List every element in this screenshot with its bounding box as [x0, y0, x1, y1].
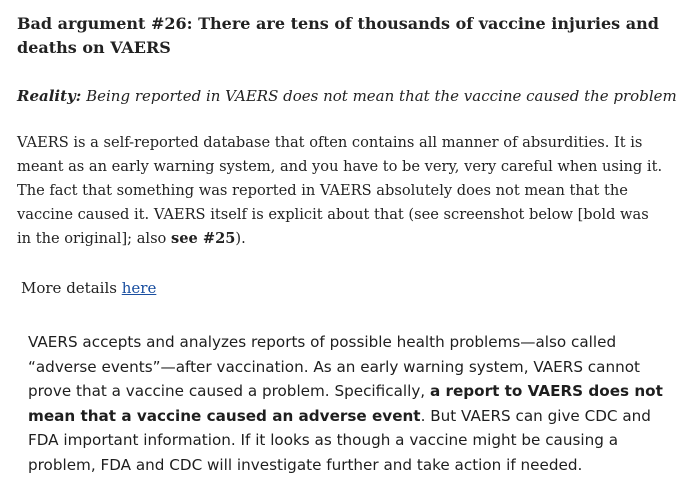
more-details-label: More details	[21, 279, 117, 297]
quote-bold-text: a report to VAERS does not mean that a vaccine caused an adverse event	[28, 382, 663, 425]
reality-statement	[17, 84, 677, 108]
body-paragraph-end: ).	[235, 230, 246, 247]
body-paragraph-text: VAERS is a self-reported database that often contains all manner of absurdities. It is meant as an early warning system, and you have to be very, very careful when using it. The fact that something was reported in VAERS absolutely does not mean that the vaccine caused it. VAERS itself is explicit about that (see screenshot below [bold was in the original]; also	[17, 134, 663, 247]
body-paragraph	[17, 131, 667, 251]
quote-text-start: VAERS accepts and analyzes reports of possible health problems—also called “adverse events”—after vaccination. As an early warning system, VAERS cannot prove that a vaccine caused a problem. Specifically,	[28, 333, 640, 400]
section-heading: Bad argument #26: There are tens of thousands of vaccine injuries and deaths on VAERS	[17, 14, 659, 57]
reality-label: Reality:	[17, 87, 82, 105]
see-25-reference: see #25	[170, 230, 236, 247]
quote-text-end: . But VAERS can give CDC and FDA important information. If it looks as though a vaccine might be causing a problem, FDA and CDC will investigate further and take action if needed.	[28, 406, 651, 474]
reality-text: Being reported in VAERS does not mean that the vaccine caused the problem	[86, 87, 677, 105]
more-details	[21, 276, 421, 300]
here-link[interactable]: here	[121, 279, 157, 297]
vaers-screenshot-quote	[28, 330, 668, 477]
